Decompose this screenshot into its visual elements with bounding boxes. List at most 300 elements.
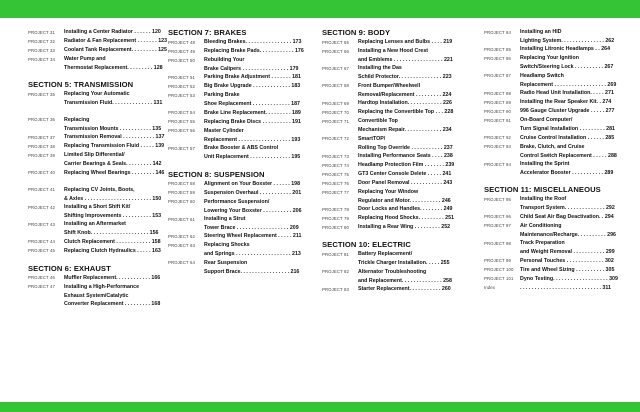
toc-entry: [168, 127, 306, 136]
project-number: [322, 91, 358, 92]
project-title: Replacing Your Window: [358, 189, 419, 196]
project-title: and Springs . . . . . . . . . . . . . . . . . . . 213: [204, 251, 301, 258]
project-title: & Axles . . . . . . . . . . . . . . . . . . . . . . . 150: [64, 195, 162, 202]
project-number: [484, 37, 520, 38]
project-title: Transmission Removal . . . . . . . . . . . 137: [64, 134, 165, 141]
project-title: Clutch Replacement . . . . . . . . . . . . 158: [64, 238, 161, 245]
project-number: [28, 64, 64, 65]
toc-entry: [168, 73, 306, 82]
bottom-green-bar: [0, 402, 640, 412]
project-title: Replacing Lenses and Bulbs . . . . 219: [358, 39, 453, 45]
toc-entry: [484, 195, 622, 204]
project-title: Radio Head Unit Installation. . . . . 271: [520, 90, 614, 97]
project-number: PROJECT 39: [28, 152, 55, 158]
project-title: Replacement . . . . . . . . . . . . . . . . . . 193: [204, 136, 301, 143]
toc-entry: [28, 238, 166, 247]
project-title: GT3 Center Console Delete . . . . . 241: [358, 171, 452, 178]
toc-entry-continuation: [28, 229, 166, 237]
project-number: PROJECT 95: [484, 197, 511, 203]
toc-entry: [322, 82, 460, 91]
project-number: [322, 73, 358, 74]
project-title: Steering Wheel Replacement . . . . . 211: [204, 233, 302, 240]
project-number: PROJECT 92: [484, 135, 511, 141]
toc-entry: [168, 56, 306, 65]
project-title: Replacing Brake Pads. . . . . . . . . . . . 176: [204, 48, 304, 54]
toc-entry: [168, 241, 306, 250]
toc-entry: [484, 98, 622, 107]
project-title: Installing a Short Shift Kit/: [64, 204, 131, 211]
project-title: Replacing Transmission Fluid . . . . . 139: [64, 143, 165, 150]
project-title: Schild Protector. . . . . . . . . . . . . . . 223: [358, 74, 452, 81]
toc-entry-continuation: [322, 259, 460, 267]
project-number: PROJECT 40: [28, 170, 55, 176]
project-title: Installing an Aftermarket: [64, 221, 126, 228]
toc-entry: [322, 108, 460, 117]
toc-entry-continuation: [322, 144, 460, 152]
toc-entry: [168, 232, 306, 241]
project-title: Parking Brake Adjustment . . . . . . . 181: [204, 74, 301, 81]
project-number: [28, 160, 64, 161]
toc-entry: [168, 38, 306, 47]
toc-entry: [322, 285, 460, 294]
toc-entry: [168, 144, 306, 153]
toc-entry-continuation: [484, 81, 622, 89]
project-title: Brake Booster & ABS Control: [204, 145, 279, 152]
project-title: Child Seat Air Bag Deactivation. . 294: [520, 213, 614, 220]
project-number: [484, 231, 520, 232]
project-title: Replacing Hood Shocks. . . . . . . . . 251: [358, 215, 454, 222]
project-number: PROJECT 46: [28, 275, 55, 281]
project-number: [28, 300, 64, 301]
project-title: Replacing Your Automatic: [64, 91, 130, 98]
toc-entry: [28, 186, 166, 195]
toc-entry: [28, 28, 166, 37]
project-number: PROJECT 73: [322, 153, 349, 159]
project-number: [28, 229, 64, 230]
toc-entry-continuation: [322, 73, 460, 81]
project-number: [168, 207, 204, 208]
project-title: Performance Suspension/: [204, 198, 270, 205]
project-title: Accelerator Booster . . . . . . . . . . . 289: [520, 170, 614, 177]
toc-entry: [322, 179, 460, 188]
toc-entry: [28, 283, 166, 292]
project-title: Transmission Mounts . . . . . . . . . . . 135: [64, 125, 162, 132]
toc-entry-continuation: [322, 56, 460, 64]
project-title: Radiator & Fan Replacement . . . . . . . 123: [64, 38, 168, 44]
project-number: PROJECT 68: [322, 83, 349, 89]
project-number: PROJECT 53: [168, 93, 195, 98]
toc-entry: [28, 116, 166, 125]
project-title: Tire and Wheel Sizing . . . . . . . . . . 305: [520, 266, 615, 273]
toc-entry-continuation: [168, 136, 306, 144]
toc-entry-continuation: [484, 248, 622, 256]
section-heading: SECTION 10: ELECTRIC: [322, 240, 411, 250]
project-number: PROJECT 71: [322, 118, 349, 124]
project-number: PROJECT 50: [168, 57, 195, 63]
toc-entry: [168, 91, 306, 100]
toc-entry-continuation: [168, 65, 306, 73]
toc-entry: [28, 90, 166, 99]
project-title: Installing Performance Seats . . . . 238: [358, 153, 453, 160]
project-number: [484, 125, 520, 126]
project-number: PROJECT 78: [322, 207, 349, 213]
project-number: PROJECT 100: [484, 267, 514, 273]
project-number: PROJECT 91: [484, 117, 511, 123]
project-title: Brake, Clutch, and Cruise: [520, 143, 585, 150]
section-heading: SECTION 8: SUSPENSION: [168, 169, 265, 179]
toc-entry-continuation: [322, 126, 460, 134]
project-number: PROJECT 49: [168, 48, 195, 54]
project-title: Carrier Bearings & Seals. . . . . . . . . 142: [64, 161, 162, 168]
toc-entry: [484, 257, 622, 266]
project-title: Brake Line Replacement. . . . . . . . . 189: [204, 109, 301, 116]
project-number: [484, 204, 520, 205]
project-number: PROJECT 65: [322, 39, 349, 45]
project-number: [168, 100, 204, 101]
toc-entry: [322, 214, 460, 223]
project-number: PROJECT 54: [168, 110, 195, 116]
project-number: [484, 248, 520, 249]
toc-entry: [484, 72, 622, 81]
toc-entry-continuation: [484, 125, 622, 133]
project-title: Headlamp Switch: [520, 72, 564, 79]
project-number: Index: [484, 285, 496, 291]
project-title: Muffler Replacement. . . . . . . . . . . . 166: [64, 274, 161, 281]
toc-column-1: [28, 28, 166, 309]
project-title: Installing a Strut: [204, 216, 246, 223]
project-number: PROJECT 43: [28, 222, 55, 228]
project-title: Big Brake Upgrade . . . . . . . . . . . . . 183: [204, 83, 301, 90]
project-title: Master Cylinder: [204, 127, 244, 134]
project-number: PROJECT 84: [484, 29, 511, 35]
project-number: PROJECT 69: [322, 100, 349, 106]
section-heading: SECTION 9: BODY: [322, 28, 391, 37]
project-number: PROJECT 52: [168, 84, 195, 89]
section-heading: SECTION 6: EXHAUST: [28, 263, 111, 273]
project-number: PROJECT 99: [484, 258, 511, 264]
project-title: . . . . . . . . . . . . . . . . . . . . . . . . . . . . 311: [520, 284, 611, 291]
project-title: Transport System. . . . . . . . . . . . . . 292: [520, 205, 615, 212]
project-title: Mechanism Repair. . . . . . . . . . . . . 234: [358, 127, 452, 134]
project-title: Shifting Improvements . . . . . . . . . . 153: [64, 213, 162, 220]
project-title: Installing a New Hood Crest: [358, 48, 429, 54]
project-number: PROJECT 55: [168, 119, 195, 125]
project-title: Front Bumper/Wheelwell: [358, 82, 421, 89]
project-number: PROJECT 74: [322, 162, 349, 168]
section-heading: SECTION 7: BRAKES: [168, 28, 247, 37]
toc-entry: [322, 170, 460, 179]
project-title: Turn Signal Installation . . . . . . . . . 281: [520, 126, 615, 133]
toc-column-3: [322, 28, 460, 294]
project-number: PROJECT 75: [322, 171, 349, 177]
project-title: Replacing Brake Discs . . . . . . . . . . 191: [204, 118, 301, 125]
project-number: PROJECT 94: [484, 161, 511, 167]
project-number: PROJECT 90: [484, 108, 511, 114]
project-title: Brake Calipers . . . . . . . . . . . . . . . . 179: [204, 66, 299, 72]
toc-entry: [484, 107, 622, 116]
toc-entry-continuation: [484, 37, 622, 45]
project-number: [28, 99, 64, 100]
project-title: Replacing the Convertible Top . . . 228: [358, 109, 454, 116]
toc-entry: [28, 203, 166, 212]
project-number: PROJECT 64: [168, 260, 195, 266]
project-title: Shoe Replacement . . . . . . . . . . . . . 187: [204, 101, 300, 108]
project-number: PROJECT 93: [484, 144, 511, 150]
toc-entry: [322, 161, 460, 170]
spacer: [322, 232, 460, 240]
project-title: SmartTOP/: [358, 135, 386, 142]
toc-entry: [484, 213, 622, 222]
toc-entry: [28, 142, 166, 151]
project-number: [28, 212, 64, 213]
project-number: PROJECT 81: [322, 252, 349, 258]
project-number: [28, 125, 64, 126]
project-number: PROJECT 44: [28, 239, 55, 245]
project-number: PROJECT 89: [484, 99, 511, 105]
toc-entry: [28, 247, 166, 256]
project-number: PROJECT 47: [28, 284, 55, 290]
toc-entry-continuation: [484, 204, 622, 212]
project-number: PROJECT 58: [168, 181, 195, 187]
project-title: Limited Slip Differential/: [64, 152, 125, 159]
toc-entry-continuation: [168, 153, 306, 161]
project-number: PROJECT 87: [484, 73, 511, 79]
project-title: Lighting System. . . . . . . . . . . . . . . 262: [520, 38, 615, 44]
toc-entry: [28, 169, 166, 178]
project-title: Installing a High-Performance: [64, 283, 140, 290]
project-number: PROJECT 32: [28, 38, 55, 44]
project-title: Rolling Top Override . . . . . . . . . . . 237: [358, 144, 453, 151]
project-number: PROJECT 56: [168, 128, 195, 134]
project-title: and Weight Removal . . . . . . . . . . . 299: [520, 249, 615, 256]
project-title: 996 Gauge Cluster Upgrade . . . . . 277: [520, 108, 615, 115]
toc-entry: [168, 82, 306, 91]
project-title: Coolant Tank Replacement. . . . . . . . . 125: [64, 47, 167, 53]
project-title: Door Panel Removal . . . . . . . . . . . 243: [358, 180, 453, 187]
spacer: [28, 72, 166, 80]
toc-entry: [28, 37, 166, 46]
project-number: [168, 268, 204, 269]
project-title: Replacing: [64, 116, 90, 123]
project-number: [484, 152, 520, 153]
spacer: [168, 162, 306, 170]
toc-entry-continuation: [28, 292, 166, 300]
project-title: Installing the Sprint: [520, 161, 570, 168]
project-number: PROJECT 62: [168, 234, 195, 240]
project-number: PROJECT 38: [28, 143, 55, 149]
toc-entry: [484, 266, 622, 275]
project-title: Replacement . . . . . . . . . . . . . . . . . . 269: [520, 81, 617, 88]
project-title: Rebuilding Your: [204, 57, 245, 63]
project-title: Installing the Das: [358, 65, 402, 72]
section-heading: SECTION 5: TRANSMISSION: [28, 80, 134, 90]
project-number: PROJECT 60: [168, 199, 195, 205]
project-number: PROJECT 66: [322, 48, 349, 54]
project-title: Dyno Testing. . . . . . . . . . . . . . . . . . . 309: [520, 275, 618, 282]
project-title: Thermostat Replacement. . . . . . . . . 128: [64, 65, 163, 71]
toc-entry-continuation: [484, 152, 622, 160]
project-number: PROJECT 80: [322, 225, 349, 231]
project-number: [322, 56, 358, 57]
toc-entry-continuation: [168, 224, 306, 232]
project-number: PROJECT 51: [168, 75, 195, 80]
project-number: [484, 81, 520, 82]
section-heading: SECTION 11: MISCELLANEOUS: [484, 185, 601, 195]
toc-entry-continuation: [28, 160, 166, 168]
toc-entry: [322, 117, 460, 126]
toc-entry: [322, 268, 460, 277]
project-title: Cruise Control Installation . . . . . . 285: [520, 134, 615, 141]
project-number: [322, 126, 358, 127]
project-title: On-Board Computer/: [520, 117, 573, 124]
project-title: Switch/Steering Lock . . . . . . . . . . 267: [520, 64, 614, 71]
toc-entry-continuation: [322, 197, 460, 205]
project-title: Track Preparation: [520, 240, 565, 247]
spacer: [28, 108, 166, 116]
project-title: Installing Litronic Headlamps . . 264: [520, 46, 611, 53]
toc-entry: [28, 274, 166, 283]
table-of-contents: [0, 28, 640, 400]
toc-column-2: [168, 28, 306, 276]
spacer: [484, 177, 622, 185]
project-title: Starter Replacement. . . . . . . . . . . 260: [358, 286, 451, 293]
project-title: Transmission Fluid. . . . . . . . . . . . . . 131: [64, 100, 163, 107]
toc-entry: [322, 64, 460, 73]
project-title: Installing a Rear Wing . . . . . . . . . 252: [358, 224, 451, 231]
project-number: PROJECT 41: [28, 187, 55, 193]
toc-entry: [484, 28, 622, 37]
project-title: Suspension Overhaul . . . . . . . . . . . 201: [204, 189, 302, 196]
project-title: Replacing Wheel Bearings . . . . . . . . 146: [64, 169, 165, 176]
project-number: PROJECT 45: [28, 248, 55, 254]
toc-entry-continuation: [484, 231, 622, 239]
project-number: PROJECT 77: [322, 189, 349, 195]
toc-entry: [168, 215, 306, 224]
project-title: Shift Knob. . . . . . . . . . . . . . . . . . . . 156: [64, 230, 159, 237]
toc-entry: [28, 55, 166, 64]
toc-entry: [484, 54, 622, 63]
project-number: PROJECT 34: [28, 56, 55, 62]
project-number: PROJECT 70: [322, 109, 349, 115]
toc-entry: [484, 275, 622, 284]
spacer: [28, 256, 166, 264]
project-number: PROJECT 101: [484, 276, 514, 282]
toc-entry: [168, 118, 306, 127]
project-title: Support Brace. . . . . . . . . . . . . . . . . 216: [204, 268, 300, 275]
toc-entry: [322, 38, 460, 47]
toc-entry: [168, 180, 306, 189]
toc-entry: [484, 45, 622, 54]
project-number: PROJECT 33: [28, 47, 55, 53]
project-title: Alignment on Your Boxster . . . . . . 198: [204, 180, 301, 187]
toc-entry: [484, 222, 622, 231]
project-number: [322, 144, 358, 145]
project-number: PROJECT 85: [484, 47, 511, 52]
project-number: [168, 224, 204, 225]
toc-entry: [168, 198, 306, 207]
project-number: PROJECT 37: [28, 134, 55, 140]
project-title: Installing the Roof: [520, 196, 567, 203]
toc-entry-continuation: [168, 207, 306, 215]
project-title: and Replacement. . . . . . . . . . . . . . 258: [358, 277, 452, 284]
project-number: PROJECT 63: [168, 243, 195, 249]
project-title: Headlamp Protection Film . . . . . . . 239: [358, 162, 455, 169]
project-number: PROJECT 88: [484, 90, 511, 96]
project-number: PROJECT 59: [168, 190, 195, 196]
toc-entry: [484, 160, 622, 169]
toc-entry: [168, 189, 306, 198]
toc-entry-continuation: [168, 250, 306, 258]
toc-entry: [322, 205, 460, 214]
toc-entry: [484, 134, 622, 143]
top-green-bar: [0, 0, 640, 18]
project-title: Air Conditioning: [520, 222, 562, 229]
toc-entry: [322, 152, 460, 161]
project-title: Parking Brake: [204, 92, 240, 99]
project-title: Control Switch Replacement . . . . . 288: [520, 152, 617, 159]
toc-entry: [322, 223, 460, 232]
project-number: PROJECT 48: [168, 39, 195, 45]
project-number: PROJECT 61: [168, 216, 195, 222]
project-number: [168, 250, 204, 251]
project-title: Alternator Troubleshooting: [358, 268, 427, 275]
project-title: Door Locks and Handles. . . . . . . . 249: [358, 206, 453, 213]
toc-entry: [484, 239, 622, 248]
toc-entry-continuation: [484, 169, 622, 177]
project-title: Replacing Your Ignition: [520, 55, 579, 62]
project-number: PROJECT 76: [322, 180, 349, 186]
project-title: Replacing Clutch Hydraulics . . . . . 163: [64, 247, 161, 254]
project-number: PROJECT 67: [322, 66, 349, 71]
project-number: PROJECT 97: [484, 223, 511, 229]
project-title: Unit Replacement . . . . . . . . . . . . . . 195: [204, 154, 301, 161]
project-number: PROJECT 31: [28, 29, 55, 35]
project-title: Exhaust System/Catalytic: [64, 292, 129, 299]
project-number: [484, 169, 520, 170]
project-number: [168, 65, 204, 66]
toc-entry: [322, 99, 460, 108]
project-title: Regulator and Motor. . . . . . . . . . . 246: [358, 198, 451, 205]
project-number: [28, 195, 64, 196]
project-number: PROJECT 83: [322, 286, 349, 292]
project-number: [484, 63, 520, 64]
project-title: Maintenance/Recharge. . . . . . . . . . 296: [520, 231, 616, 238]
toc-column-4: [484, 28, 622, 293]
project-title: Water Pump and: [64, 56, 106, 62]
project-number: [168, 153, 204, 154]
toc-entry: [484, 143, 622, 152]
toc-entry: [484, 116, 622, 125]
toc-entry: [484, 89, 622, 98]
project-number: PROJECT 72: [322, 136, 349, 142]
toc-entry: [322, 47, 460, 56]
toc-entry-continuation: [322, 277, 460, 285]
project-title: Installing an HID: [520, 29, 562, 35]
project-title: Rear Suspension: [204, 259, 248, 266]
project-title: Convertible Top: [358, 118, 398, 125]
project-title: Removal/Replacement . . . . . . . . . 224: [358, 91, 452, 98]
toc-entry: [28, 46, 166, 55]
project-number: PROJECT 98: [484, 240, 511, 246]
project-number: [322, 259, 358, 260]
toc-entry-continuation: [28, 300, 166, 308]
toc-entry: [168, 259, 306, 268]
toc-entry-continuation: [28, 64, 166, 72]
toc-entry: [168, 47, 306, 56]
toc-entry: [28, 151, 166, 160]
toc-entry-continuation: [168, 100, 306, 108]
project-title: Personal Touches . . . . . . . . . . . . . 302: [520, 257, 614, 264]
